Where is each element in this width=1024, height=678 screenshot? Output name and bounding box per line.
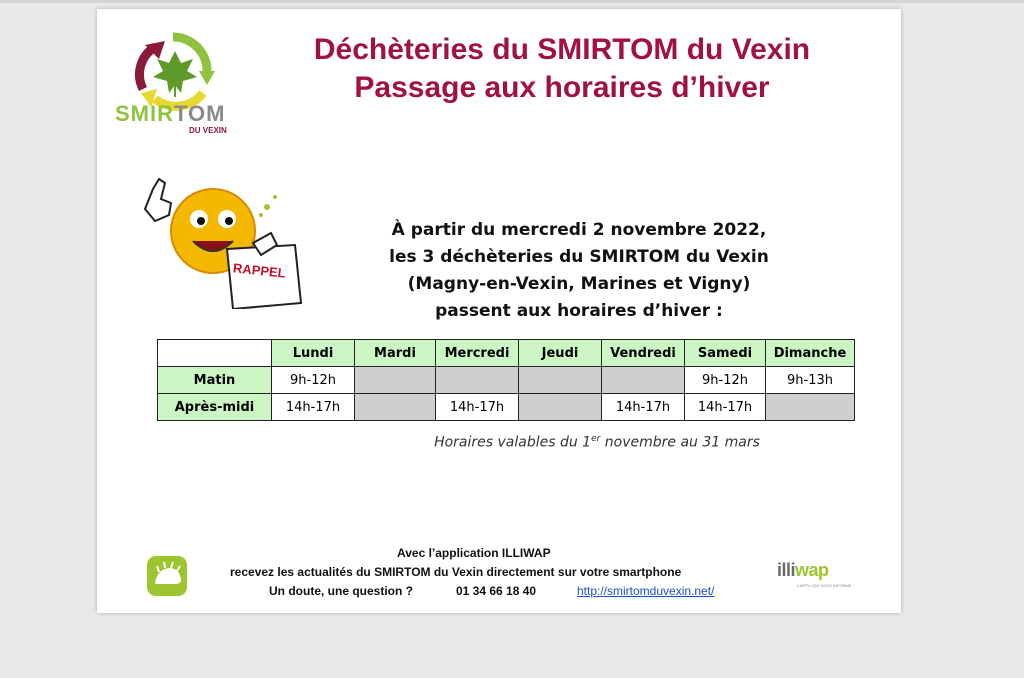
day-header: Vendredi [602,340,685,367]
hedgehog-icon [147,556,187,596]
day-header: Lundi [272,340,355,367]
intro-line: (Magny-en-Vexin, Marines et Vigny) [407,274,751,294]
page-subtitle: Passage aux horaires d’hiver [354,71,770,104]
closed-cell [766,394,855,421]
intro-line: les 3 déchèteries du SMIRTOM du Vexin [389,247,769,267]
footer-question: Un doute, une question ? [269,584,413,598]
hours-cell: 9h-12h [685,367,766,394]
intro-line: À partir du mercredi 2 novembre 2022, [391,220,767,240]
validity-note: Horaires valables du 1er novembre au 31 mars [434,434,760,451]
hours-cell: 14h-17h [272,394,355,421]
hours-cell: 14h-17h [602,394,685,421]
day-header: Samedi [685,340,766,367]
table-header-row [158,340,855,367]
schedule-table [157,339,855,421]
closed-cell [355,394,436,421]
day-header: Mardi [355,340,436,367]
closed-cell [355,367,436,394]
table-corner [158,340,272,367]
closed-cell [602,367,685,394]
day-header: Dimanche [766,340,855,367]
closed-cell [436,367,519,394]
hours-cell: 9h-13h [766,367,855,394]
illiwap-tagline: L’APPLI QUI VOUS INFORME [797,583,852,588]
hours-cell: 14h-17h [685,394,766,421]
footer-line: recevez les actualités du SMIRTOM du Vexin directement sur votre smartphone [230,565,682,579]
table-row [158,367,855,394]
hours-cell: 14h-17h [436,394,519,421]
hours-cell: 9h-12h [272,367,355,394]
logo-subtitle: DU VEXIN [189,126,227,135]
table-row [158,394,855,421]
page-title: Déchèteries du SMIRTOM du Vexin [313,33,811,66]
website-link[interactable]: http://smirtomduvexin.net/ [577,584,715,598]
smiley-pointing-icon [135,169,313,309]
row-label: Matin [158,367,272,394]
closed-cell [519,367,602,394]
illiwap-logo: illiwap [777,560,829,580]
intro-line: passent aux horaires d’hiver : [435,301,723,321]
hedgehog-app-icon [147,556,187,596]
closed-cell [519,394,602,421]
day-header: Mercredi [436,340,519,367]
browser-top-border [0,0,1024,3]
document-page [97,9,901,613]
row-label: Après-midi [158,394,272,421]
footer-phone: 01 34 66 18 40 [456,584,537,598]
footer-line: Avec l’application ILLIWAP [397,546,551,560]
logo-wordmark: SMIRTOM [115,101,226,126]
rappel-label: RAPPEL [232,260,287,281]
day-header: Jeudi [519,340,602,367]
